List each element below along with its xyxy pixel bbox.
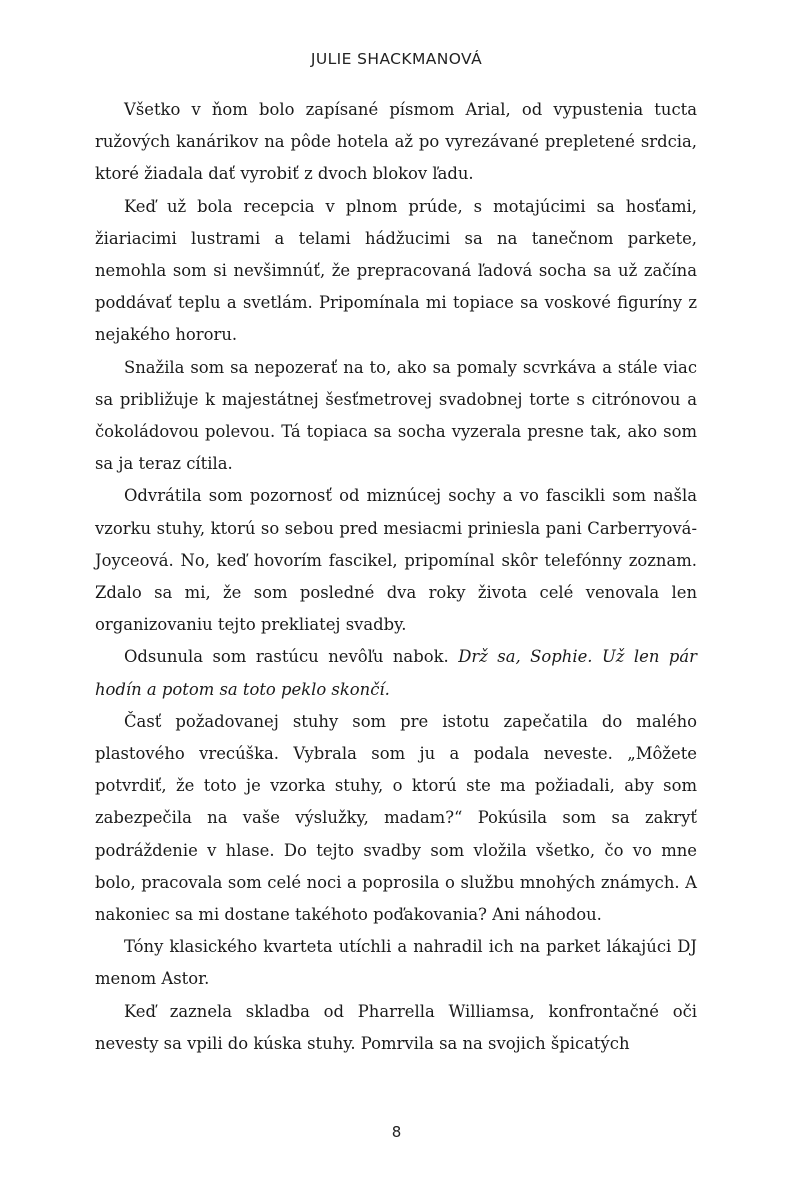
running-head-author: JULIE SHACKMANOVÁ: [310, 50, 483, 68]
inner-thought-italic: Drž sa, Sophie. Už len pár hodín a potom sa toto peklo skončí.: [95, 647, 697, 699]
paragraph-3: Snažila som sa nepozerať na to, ako sa pomaly scvrkáva a stále viac sa približuje k majestátnej šesťmetrovej svadobnej torte s citrónovou a čokoládovou polevou. Tá topiaca sa socha vyzerala presne tak, ako som sa ja teraz cítila.: [95, 357, 697, 474]
paragraph-8: Keď zaznela skladba od Pharrella Williamsa, konfrontačné oči nevesty sa vpili do kúska stuhy. Pomrvila sa na svojich špicatých: [95, 1001, 697, 1053]
body-text: [95, 94, 697, 1060]
paragraph-5: Odsunula som rastúcu nevôľu nabok. Drž sa, Sophie. Už len pár hodín a potom sa toto peklo skončí.: [95, 647, 697, 699]
paragraph-6: Časť požadovanej stuhy som pre istotu zapečatila do malého plastového vrecúška. Vybrala som ju a podala neveste. „Môžete potvrdiť, že toto je vzorka stuhy, o ktorú ste ma požiadali, aby som zabezpečila na vaše výslužky, madam?“ Pokúsila som sa zakryť podráždenie v hlase. Do tejto svadby som vložila všetko, čo vo mne bolo, pracovala som celé noci a poprosila o službu mnohých známych. A nakoniec sa mi dostane takéhoto poďakovania? Ani náhodou.: [95, 711, 697, 925]
paragraph-7: Tóny klasického kvarteta utíchli a nahradil ich na parket lákajúci DJ menom Astor.: [95, 937, 697, 989]
paragraph-4: Odvrátila som pozornosť od miznúcej sochy a vo fascikli som našla vzorku stuhy, ktorú so sebou pred mesiacmi priniesla pani Carberryová-Joyceová. No, keď hovorím fascikel, pripomínal skôr telefónny zoznam. Zdalo sa mi, že som posledné dva roky života celé venovala len organizovaniu tejto prekliatej svadby.: [95, 486, 697, 635]
paragraph-2: Keď už bola recepcia v plnom prúde, s motajúcimi sa hosťami, žiariacimi lustrami a telami hádžucimi sa na tanečnom parkete, nemohla som si nevšimnúť, že prepracovaná ľadová socha sa už začína poddávať teplu a svetlám. Pripomínala mi topiace sa voskové figuríny z nejakého hororu.: [95, 196, 697, 345]
page-number: 8: [391, 1123, 402, 1141]
paragraph-1: Všetko v ňom bolo zapísané písmom Arial, od vypustenia tucta ružových kanárikov na pôde hotela až po vyrezávané prepletené srdcia, ktoré žiadala dať vyrobiť z dvoch blokov ľadu.: [95, 100, 697, 184]
